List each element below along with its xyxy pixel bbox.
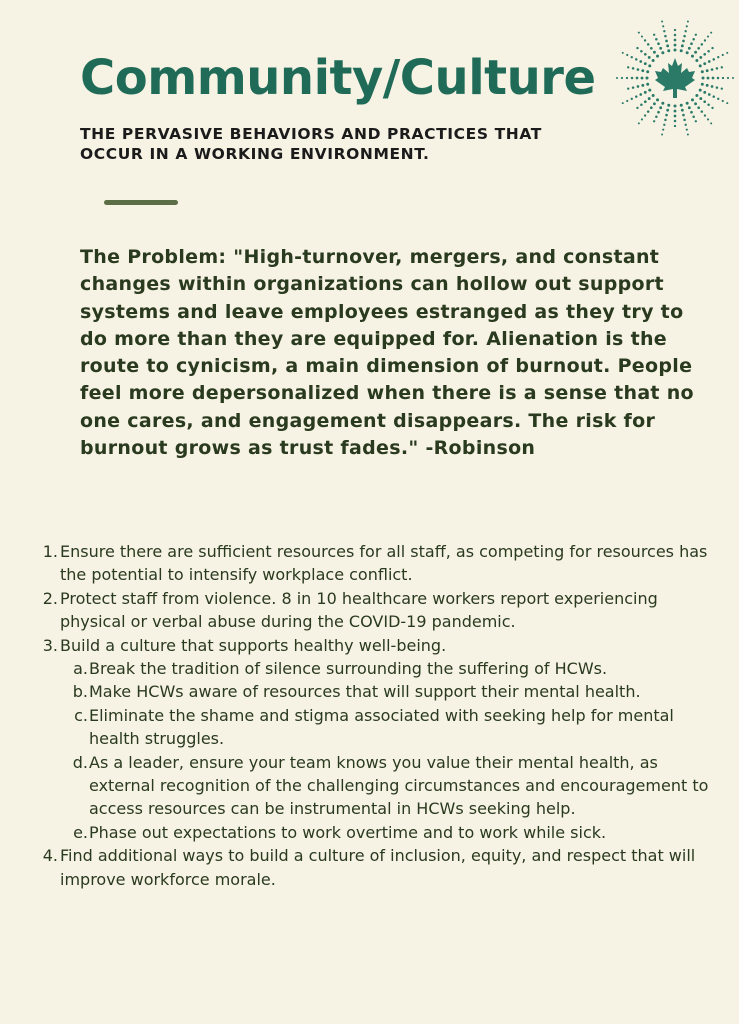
sub-list-item (30, 821, 710, 844)
sub-list-item-text: Eliminate the shame and stigma associated with seeking help for mental health struggles. (89, 705, 674, 749)
maple-leaf-burst-icon (613, 18, 737, 142)
list-item-text: Find additional ways to build a culture of inclusion, equity, and respect that will improve workforce morale. (60, 846, 696, 889)
list-marker: 2. (42, 588, 58, 608)
sub-list-item-text: Make HCWs aware of resources that will support their mental health. (89, 682, 641, 702)
sub-list-item-text: Break the tradition of silence surrounding the suffering of HCWs. (89, 659, 608, 679)
list-marker: 1. (42, 542, 58, 561)
sub-list-marker: b. (72, 682, 88, 702)
sub-list-marker: a. (73, 659, 88, 679)
list-item (30, 540, 710, 587)
sub-list-item (30, 704, 710, 751)
page-subtitle: THE PERVASIVE BEHAVIORS AND PRACTICES THAT OCCUR IN A WORKING ENVIRONMENT. (80, 125, 542, 163)
list-item-text: Protect staff from violence. 8 in 10 healthcare workers report experiencing physical or verbal abuse during the COVID-19 pandemic. (60, 588, 658, 632)
recommendations-list (30, 540, 710, 891)
list-item (30, 844, 710, 891)
list-item-text: Ensure there are sufficient resources for all staff, as competing for resources has the potential to intensify workplace conflict. (60, 542, 708, 585)
sub-list-item-text: Phase out expectations to work overtime and to work while sick. (89, 822, 607, 842)
sub-list-item (30, 680, 710, 703)
list-item (30, 634, 710, 845)
list-marker: 3. (42, 635, 58, 655)
sub-list-item-text: As a leader, ensure your team knows you value their mental health, as external recognition of the challenging circumstances and encouragement to access resources can be instrumental in HCWs seeking help. (89, 752, 709, 819)
list-marker: 4. (42, 846, 58, 866)
sub-list (60, 657, 710, 844)
sub-list-item (30, 751, 710, 821)
page-title: Community/Culture (80, 50, 596, 106)
sub-list-marker: e. (73, 822, 88, 842)
sub-list-marker: d. (72, 752, 88, 772)
list-item (30, 587, 710, 634)
section-divider (104, 200, 178, 205)
sub-list-item (30, 657, 710, 680)
sub-list-marker: c. (74, 705, 88, 725)
list-item-text: Build a culture that supports healthy well-being. (60, 635, 447, 655)
problem-quote: The Problem: "High-turnover, mergers, and constant changes within organizations can hollow out support systems and leave employees estranged as they try to do more than they are equipped for. Alienation is the route to cynicism, a main dimension of burnout. People feel more depersonalized when there is a sense that no one cares, and engagement disappears. The risk for burnout grows as trust fades." -Robinson (80, 246, 694, 460)
